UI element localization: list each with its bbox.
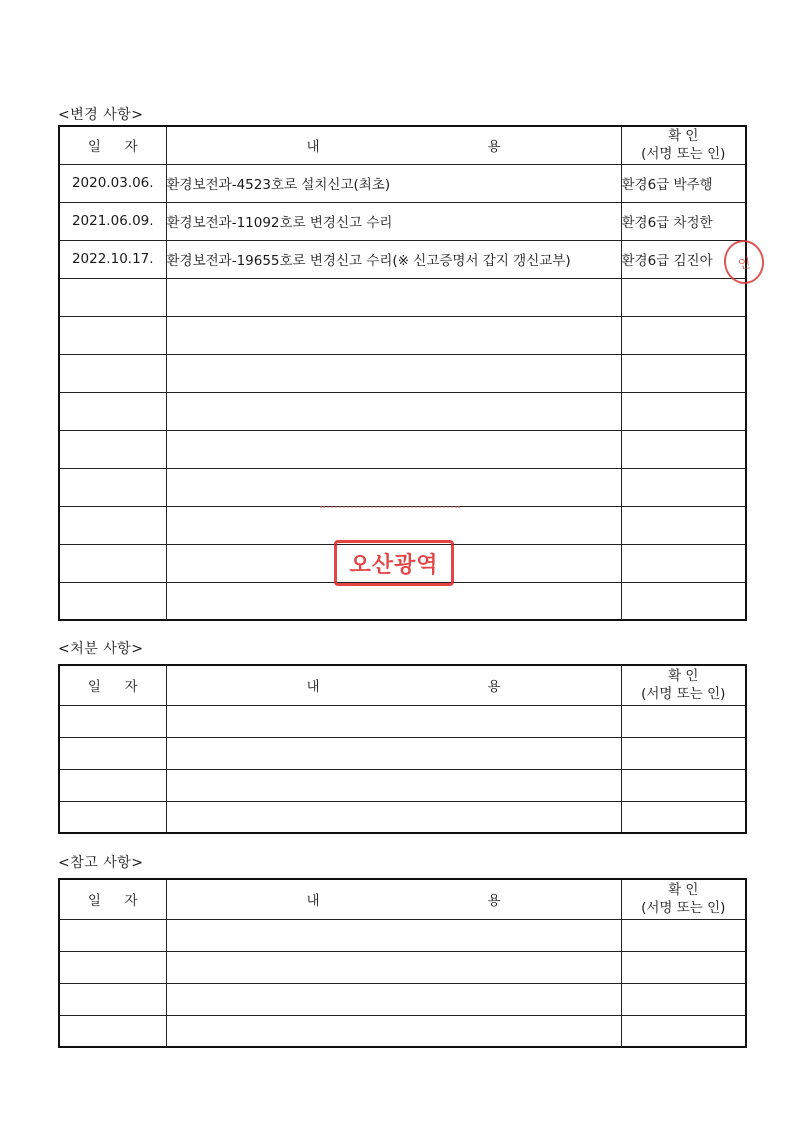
content-cell xyxy=(166,801,621,833)
signer-cell xyxy=(621,278,746,316)
signer-cell xyxy=(621,1015,746,1047)
disposition-table xyxy=(58,664,747,834)
signer-cell xyxy=(621,392,746,430)
confirm-header: 확 인 (서명 또는 인) xyxy=(621,879,746,919)
signer-cell xyxy=(621,468,746,506)
content-header: 내 용 xyxy=(166,879,621,919)
date-cell: 2021.06.09. xyxy=(59,202,166,240)
official-seal: 인 xyxy=(721,237,767,286)
signer-cell xyxy=(621,951,746,983)
content-cell xyxy=(166,354,621,392)
date-cell xyxy=(59,1015,166,1047)
date-cell xyxy=(59,983,166,1015)
date-cell xyxy=(59,544,166,582)
table-row xyxy=(59,316,746,354)
date-cell xyxy=(59,951,166,983)
content-cell xyxy=(166,705,621,737)
date-cell xyxy=(59,769,166,801)
table-row xyxy=(59,354,746,392)
content-cell: 환경보전과-19655호로 변경신고 수리(※ 신고증명서 갑지 갱신교부) xyxy=(166,240,621,278)
signer-cell xyxy=(621,582,746,620)
table-row xyxy=(59,801,746,833)
date-cell xyxy=(59,737,166,769)
confirm-header: 확 인 (서명 또는 인) xyxy=(621,665,746,705)
signer-cell xyxy=(621,354,746,392)
table-row xyxy=(59,769,746,801)
table-row xyxy=(59,278,746,316)
table-row xyxy=(59,468,746,506)
table-row xyxy=(59,919,746,951)
signer-cell xyxy=(621,983,746,1015)
date-cell xyxy=(59,705,166,737)
content-header: 내 용 xyxy=(166,126,621,164)
content-header: 내 용 xyxy=(166,665,621,705)
table-row xyxy=(59,737,746,769)
table-row xyxy=(59,240,746,278)
signer-cell xyxy=(621,737,746,769)
table-row xyxy=(59,705,746,737)
content-cell xyxy=(166,769,621,801)
content-cell xyxy=(166,582,621,620)
signer-cell xyxy=(621,430,746,468)
date-cell xyxy=(59,392,166,430)
date-cell xyxy=(59,506,166,544)
content-cell xyxy=(166,468,621,506)
reference-table xyxy=(58,878,747,1048)
date-header: 일 자 xyxy=(59,665,166,705)
signer-cell xyxy=(621,769,746,801)
table-row xyxy=(59,983,746,1015)
date-cell: 2022.10.17. xyxy=(59,240,166,278)
signer-cell xyxy=(621,506,746,544)
disposition-section-title: <처분 사항> xyxy=(58,641,144,657)
red-stamp: 오산광역 xyxy=(334,540,454,586)
content-cell: 환경보전과-4523호로 설치신고(최초) xyxy=(166,164,621,202)
signer-cell xyxy=(621,705,746,737)
signer-cell: 환경6급 박주행 xyxy=(621,164,746,202)
table-row xyxy=(59,1015,746,1047)
signer-cell: 환경6급 김진아 xyxy=(621,240,746,278)
content-cell xyxy=(166,278,621,316)
signer-cell xyxy=(621,919,746,951)
content-cell xyxy=(166,737,621,769)
date-cell xyxy=(59,468,166,506)
signer-cell xyxy=(621,801,746,833)
content-cell xyxy=(166,951,621,983)
content-cell: 환경보전과-11092호로 변경신고 수리 xyxy=(166,202,621,240)
date-cell xyxy=(59,430,166,468)
table-row xyxy=(59,951,746,983)
date-cell xyxy=(59,354,166,392)
table-row xyxy=(59,430,746,468)
table-row xyxy=(59,582,746,620)
signer-cell xyxy=(621,544,746,582)
date-cell xyxy=(59,582,166,620)
content-cell xyxy=(166,983,621,1015)
date-header: 일 자 xyxy=(59,126,166,164)
signer-cell xyxy=(621,316,746,354)
content-cell xyxy=(166,392,621,430)
reference-section-title: <참고 사항> xyxy=(58,855,144,871)
date-header: 일 자 xyxy=(59,879,166,919)
content-cell xyxy=(166,430,621,468)
content-cell xyxy=(166,919,621,951)
table-row xyxy=(59,392,746,430)
stamp-smudge xyxy=(320,506,460,536)
change-section-title: <변경 사항> xyxy=(58,107,144,123)
table-row xyxy=(59,202,746,240)
date-cell xyxy=(59,278,166,316)
confirm-header: 확 인 (서명 또는 인) xyxy=(621,126,746,164)
date-cell xyxy=(59,919,166,951)
date-cell: 2020.03.06. xyxy=(59,164,166,202)
signer-cell: 환경6급 차정한 xyxy=(621,202,746,240)
table-row xyxy=(59,164,746,202)
content-cell xyxy=(166,1015,621,1047)
date-cell xyxy=(59,801,166,833)
content-cell xyxy=(166,316,621,354)
date-cell xyxy=(59,316,166,354)
